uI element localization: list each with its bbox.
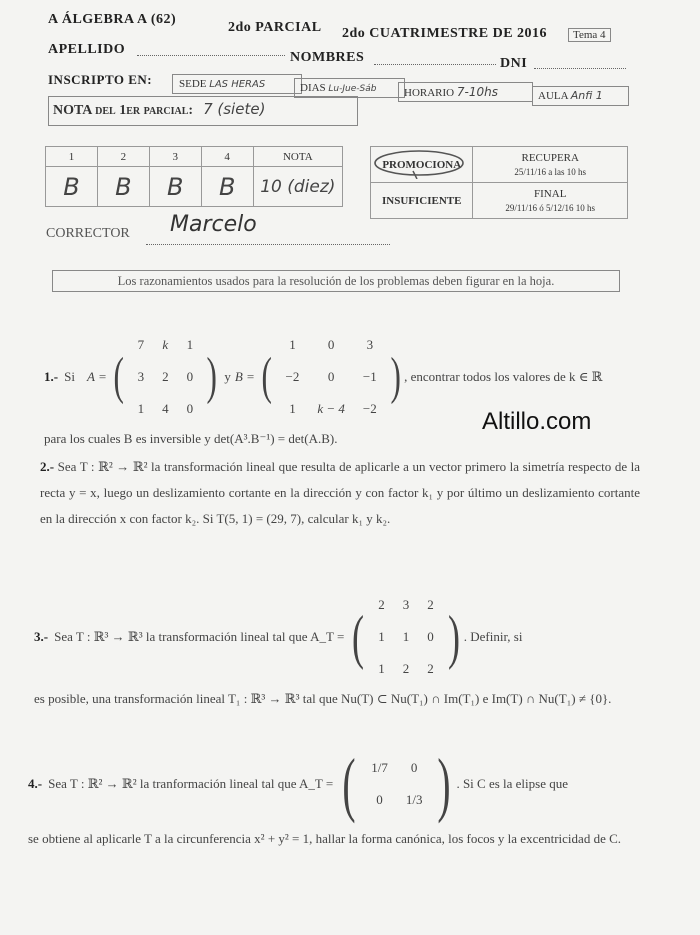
problem-4 [28, 744, 662, 852]
matrix-AT3: ( 2 3 2 1 1 0 1 2 2 ) [348, 588, 463, 686]
matrix-A-cell: 0 [186, 401, 194, 416]
grade-value-nota: 10 (diez) [253, 167, 342, 207]
corrector-signature: Marcelo [170, 212, 257, 237]
grade-value-1: B [46, 167, 98, 207]
matrix-B-cell: −2 [362, 401, 377, 416]
aula-label: AULA [538, 90, 568, 102]
p4-number: 4.- [28, 776, 43, 791]
dias-value: Lu-Jue-Sáb [328, 84, 377, 94]
grade-col-nota: NOTA [253, 147, 342, 167]
matrix-AT4-cell: 0 [410, 760, 418, 775]
grade-col-1: 1 [46, 147, 98, 167]
matrix-A-cell: 1 [186, 337, 194, 352]
matrix-A-cell: k [162, 337, 169, 352]
matrix-AT3-cell: 3 [402, 597, 410, 612]
p2-number: 2.- [40, 459, 55, 474]
aula-value: Anfi 1 [570, 89, 603, 102]
grade-value-3: B [149, 167, 201, 207]
watermark: Altillo.com [482, 408, 592, 435]
p1-number: 1.- [44, 369, 59, 384]
matrix-B-cell: −2 [285, 369, 300, 384]
problem-1: 1.- Si A = ( 7 k 1 3 2 0 1 4 0 ) y B = ( 1 0 3 −2 0 −1 1 k − 4 −2 ) , encontrar todos los valores de k ∈ ℝ para los cuales B es inversible y det(A³.B⁻¹) = det(A.B). [44, 328, 644, 452]
promociona-cell [371, 147, 473, 183]
matrix-AT3-cell: 1 [402, 629, 410, 644]
dni-line[interactable] [534, 68, 626, 69]
dni-label: DNI [500, 56, 528, 71]
p1-y: y [224, 369, 231, 384]
matrix-B-cell: 1 [289, 337, 296, 352]
matrix-A-cell: 2 [162, 369, 169, 384]
recupera-date: 25/11/16 a las 10 hs [514, 166, 587, 177]
nombres-line[interactable] [374, 64, 496, 65]
p3-number: 3.- [34, 629, 49, 644]
matrix-AT4-cell: 1/3 [405, 792, 423, 807]
matrix-AT3-cell: 2 [378, 597, 385, 612]
matrix-AT4-cell: 0 [376, 792, 383, 807]
matrix-A-cell: 4 [162, 401, 169, 416]
promociona-label: PROMOCIONA [382, 158, 462, 171]
notice-box: Los razonamientos usados para la resolución de los problemas deben figurar en la hoja. [52, 270, 620, 292]
matrix-B-cell: 1 [289, 401, 296, 416]
matrix-A-cell: 0 [186, 369, 194, 384]
p2-text: Sea T : ℝ² → ℝ² la transformación lineal que resulta de aplicarle a un vector primero la simetría respecto de la recta y = x, luego un deslizamiento cortante en la dirección y con factor k₁ y por último un deslizamiento cortante en la dirección x con factor k₂. Si T(5, 1) = (29, 7), calcular k₁ y k₂. [40, 459, 640, 526]
course-title: A ÁLGEBRA A (62) [48, 12, 177, 27]
nombres-label: NOMBRES [290, 50, 365, 65]
p3-text-a: Sea T : ℝ³ → ℝ³ la transformación lineal tal que A_T = [54, 629, 345, 644]
grade-col-2: 2 [97, 147, 149, 167]
matrix-AT3-cell: 2 [427, 597, 434, 612]
exam-title: 2do PARCIAL [228, 20, 322, 35]
matrix-A-cell: 7 [137, 337, 145, 352]
apellido-label: APELLIDO [48, 42, 126, 57]
dias-box [294, 78, 405, 98]
corrector-label: CORRECTOR [46, 226, 130, 241]
p3-text-c: es posible, una transformación lineal T₁ : ℝ³ → ℝ³ tal que Nu(T) ⊂ Nu(T₁) ∩ Im(T₁) e Im(T) ∩ Nu(T₁) ≠ {0}. [34, 691, 612, 706]
promociona-circle-mark [373, 149, 469, 179]
matrix-A-cell: 3 [137, 369, 145, 384]
matrix-AT4: ( 1/7 0 0 1/3 ) [342, 744, 452, 824]
grade-col-4: 4 [201, 147, 253, 167]
horario-box [398, 82, 533, 102]
horario-value: 7-10hs [456, 85, 498, 99]
final-date: 29/11/16 ó 5/12/16 10 hs [505, 202, 596, 213]
recupera-cell [473, 147, 628, 183]
matrix-B: ( 1 0 3 −2 0 −1 1 k − 4 −2 ) [258, 328, 404, 426]
sede-value: LAS HERAS [209, 79, 266, 90]
grade-value-4: B [201, 167, 253, 207]
dias-label: DIAS [300, 82, 326, 94]
nota-value: 7 (siete) [203, 100, 266, 118]
matrix-AT4-cell: 1/7 [371, 760, 388, 775]
term-title: 2do CUATRIMESTRE DE 2016 [342, 26, 548, 41]
problem-2 [40, 454, 640, 532]
p3-text-b: . Definir, si [463, 629, 523, 644]
matrix-B-cell: 0 [327, 337, 335, 352]
matrix-AT3-cell: 2 [402, 661, 410, 676]
matrix-B-cell: k − 4 [317, 401, 345, 416]
matrix-AT3-cell: 2 [427, 661, 434, 676]
grade-col-3: 3 [149, 147, 201, 167]
p4-text-c: se obtiene al aplicarle T a la circunferencia x² + y² = 1, hallar la forma canónica, los focos y la excentricidad de C. [28, 831, 622, 846]
p1-si: Si [64, 369, 75, 384]
p4-text-b: . Si C es la elipse que [456, 776, 569, 791]
corrector-line [146, 244, 390, 245]
matrix-A-cell: 1 [137, 401, 145, 416]
p4-text-a: Sea T : ℝ² → ℝ² la tranformación lineal tal que A_T = [48, 776, 334, 791]
matrix-AT3-cell: 1 [378, 629, 385, 644]
sede-box [172, 74, 302, 94]
p1-instruction: , encontrar todos los valores de k ∈ ℝ [404, 369, 603, 384]
matrix-B-cell: 0 [327, 369, 335, 384]
aula-box [532, 86, 629, 106]
grade-value-2: B [97, 167, 149, 207]
results-table [370, 146, 628, 219]
recupera-label: RECUPERA [521, 151, 579, 164]
final-cell [473, 183, 628, 219]
matrix-AT3-cell: 0 [427, 629, 434, 644]
nota-label: NOTA del 1er parcial: [53, 103, 194, 118]
apellido-line[interactable] [137, 55, 285, 56]
nota-primer-parcial-box [48, 96, 358, 126]
grades-table [45, 146, 343, 207]
tema-box: Tema 4 [568, 28, 611, 42]
problem-3 [34, 588, 646, 712]
matrix-B-cell: −1 [362, 369, 377, 384]
sede-label: SEDE [179, 78, 207, 90]
p1-condition: para los cuales B es inversible y det(A³.B⁻¹) = det(A.B). [44, 431, 338, 446]
matrix-AT3-cell: 1 [378, 661, 385, 676]
insuficiente-cell: INSUFICIENTE [371, 183, 473, 219]
inscripto-label: INSCRIPTO EN: [48, 72, 153, 87]
final-label: FINAL [534, 187, 567, 200]
matrix-A: ( 7 k 1 3 2 0 1 4 0 ) [110, 328, 220, 426]
horario-label: HORARIO [404, 87, 455, 99]
matrix-B-cell: 3 [366, 337, 374, 352]
